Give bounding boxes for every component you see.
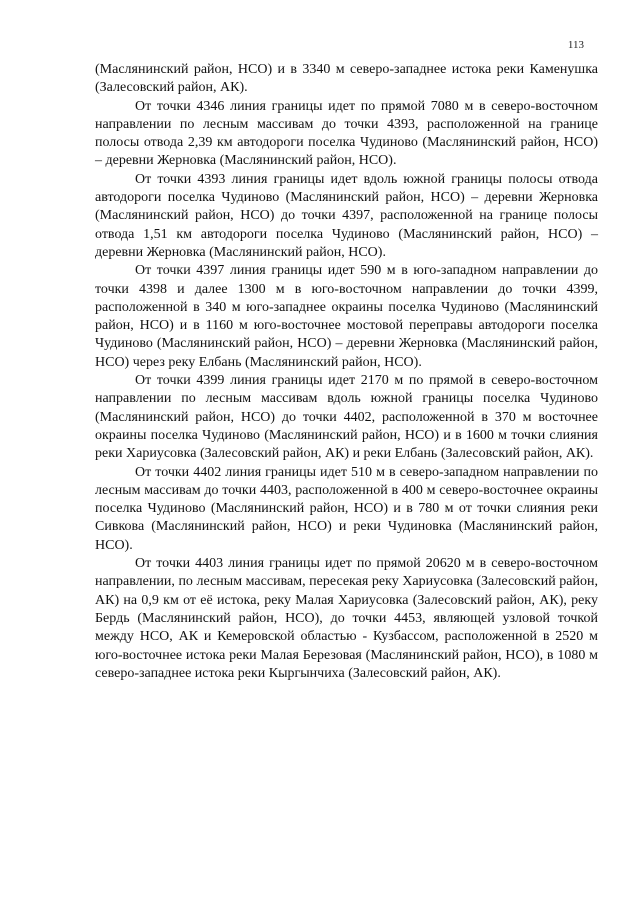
document-body (95, 61, 598, 683)
paragraph-4: От точки 4397 линия границы идет 590 м в юго-западном направлении до точки 4398 и далее 1300 м в юго-восточном направлении до точки 4399, расположенной в 340 м юго-западнее окраины поселка Чудиново (Маслянинский район, НСО) и в 1160 м юго-восточнее мостовой переправы автодороги поселка Чудиново (Маслянинский район, НСО) – деревни Жерновка (Маслянинский район, НСО) через реку Елбань (Маслянинский район, НСО). (95, 263, 598, 370)
paragraph-7: От точки 4403 линия границы идет по прямой 20620 м в северо-восточном направлении, по лесным массивам, пересекая реку Хариусовка (Залесовский район, АК) на 0,9 км от её истока, реку Малая Хариусовка (Залесовский район, АК), реку Бердь (Маслянинский район, НСО), до точки 4453, являющей узловой точкой между НСО, АК и Кемеровской областью - Кузбассом, расположенной в 2520 м юго-восточнее истока реки Малая Березовая (Маслянинский район, НСО), в 1080 м северо-западнее истока реки Кыргынчиха (Залесовский район, АК). (95, 556, 598, 681)
paragraph-5: От точки 4399 линия границы идет 2170 м по прямой в северо-восточном направлении по лесным массивам вдоль южной границы поселка Чудиново (Маслянинский район, НСО) до точки 4402, расположенной в 370 м восточнее окраины поселка Чудиново (Маслянинский район, НСО) и в 1600 м точки слияния реки Хариусовка (Залесовский район, АК) и реки Елбань (Залесовский район, АК). (95, 373, 598, 462)
paragraph-3: От точки 4393 линия границы идет вдоль южной границы полосы отвода автодороги поселка Чудиново (Маслянинский район, НСО) – деревни Жерновка (Маслянинский район, НСО) до точки 4397, расположенной на границе полосы отвода 1,51 км автодороги поселка Чудиново (Маслянинский район, НСО) – деревни Жерновка (Маслянинский район, НСО). (95, 171, 598, 260)
paragraph-6: От точки 4402 линия границы идет 510 м в северо-западном направлении по лесным массивам до точки 4403, расположенной в 400 м северо-восточнее окраины поселка Чудиново (Маслянинский район, НСО) и в 780 м от точки слияния реки Сивкова (Маслянинский район, НСО) и реки Чудиновка (Маслянинский район, НСО). (95, 464, 598, 553)
page-number: 113 (567, 39, 584, 51)
paragraph-2: От точки 4346 линия границы идет по прямой 7080 м в северо-восточном направлении по лесным массивам до точки 4393, расположенной на границе полосы отвода 2,39 км автодороги поселка Чудиново (Маслянинский район, НСО) – деревни Жерновка (Маслянинский район, НСО). (95, 98, 598, 169)
paragraph-1: (Маслянинский район, НСО) и в 3340 м северо-западнее истока реки Каменушка (Залесовский район, АК). (95, 62, 598, 96)
